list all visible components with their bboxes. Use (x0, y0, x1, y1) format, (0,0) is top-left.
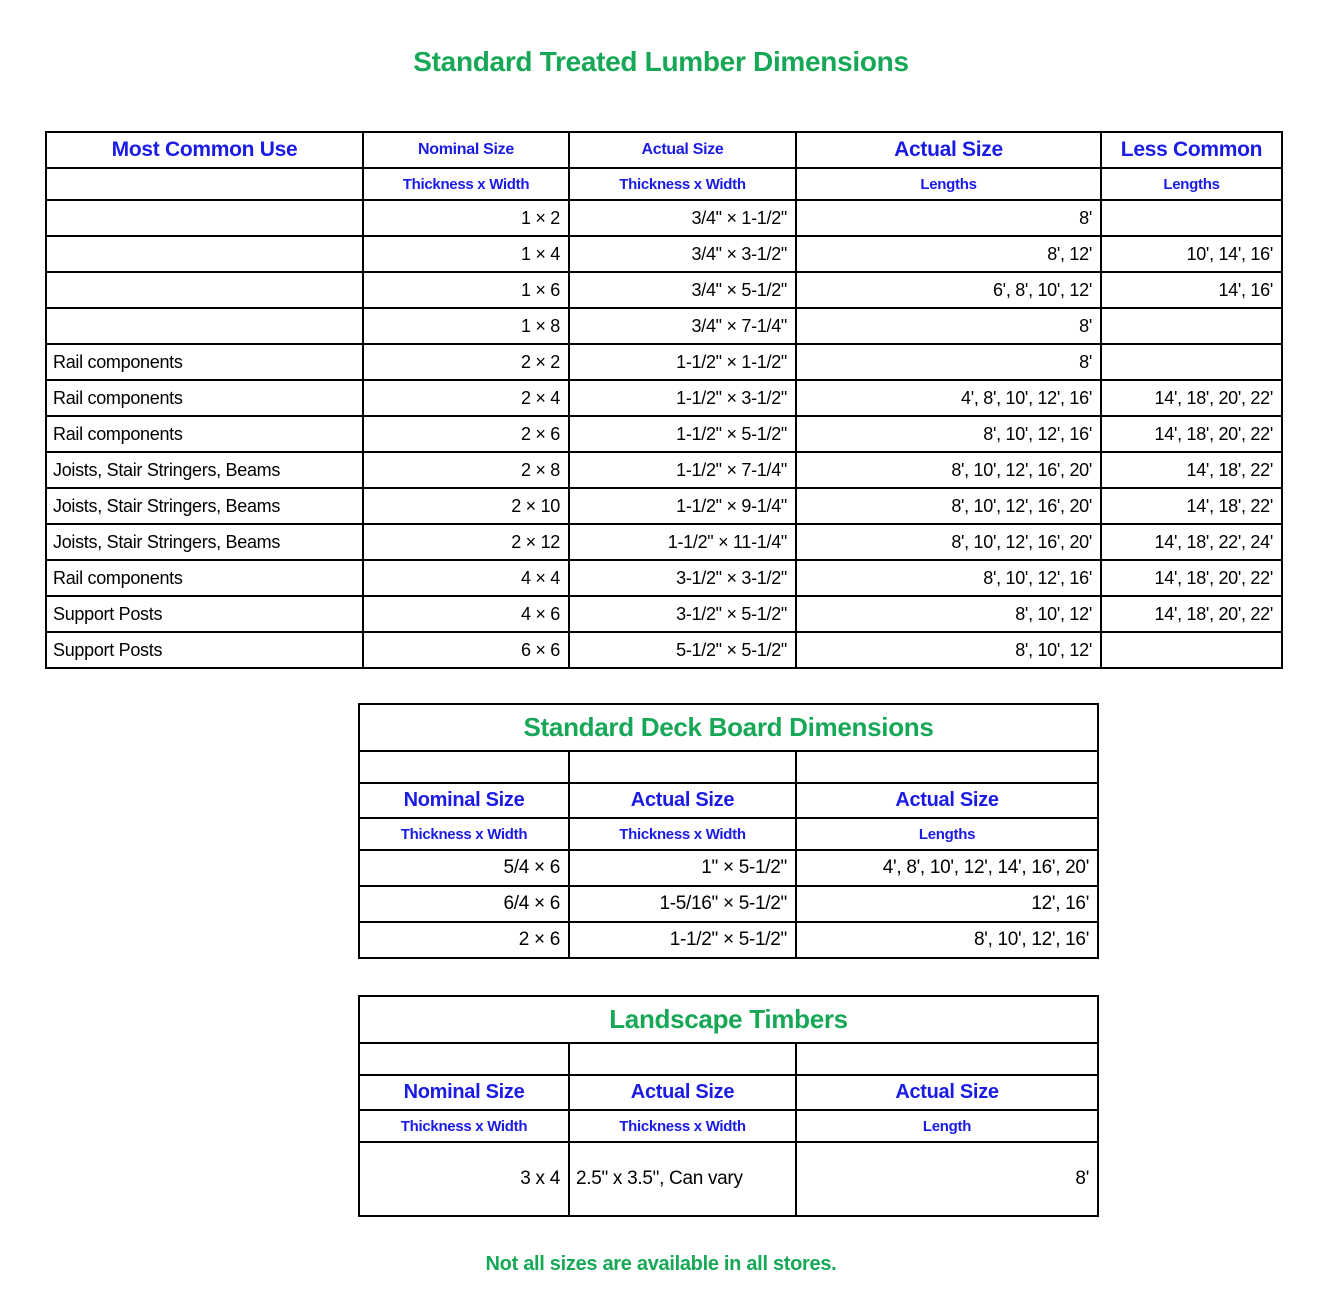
lengths-cell: 4', 8', 10', 12', 16' (796, 380, 1101, 416)
column-header-less-common: Less Common (1101, 132, 1282, 168)
lengths-cell: 8' (796, 200, 1101, 236)
landscape-timbers-table (358, 995, 1099, 1217)
subheader-thickness-width-2: Thickness x Width (569, 818, 796, 850)
less-common-cell: 14', 18', 20', 22' (1101, 596, 1282, 632)
subheader-lengths-less-common: Lengths (1101, 168, 1282, 200)
deck-table-spacer-row (359, 751, 1098, 783)
nominal-size-cell: 2 × 2 (363, 344, 569, 380)
length-cell: 8' (796, 1142, 1098, 1216)
timber-table-title-row (359, 996, 1098, 1043)
spacer-cell (796, 751, 1098, 783)
actual-size-cell: 2.5" x 3.5", Can vary (569, 1142, 796, 1216)
lumber-table-row (46, 380, 1282, 416)
nominal-size-cell: 5/4 × 6 (359, 850, 569, 886)
lengths-cell: 8', 12' (796, 236, 1101, 272)
lumber-table-row (46, 452, 1282, 488)
nominal-size-cell: 4 × 6 (363, 596, 569, 632)
column-header-nominal-size: Nominal Size (359, 1075, 569, 1110)
less-common-cell (1101, 308, 1282, 344)
lumber-table-row (46, 524, 1282, 560)
less-common-cell: 10', 14', 16' (1101, 236, 1282, 272)
actual-size-cell: 1-5/16" × 5-1/2" (569, 886, 796, 922)
lumber-table-row (46, 308, 1282, 344)
deck-table-row (359, 922, 1098, 958)
lengths-cell: 6', 8', 10', 12' (796, 272, 1101, 308)
lumber-table-row (46, 596, 1282, 632)
lumber-table-row (46, 272, 1282, 308)
deck-table-title-row (359, 704, 1098, 751)
less-common-cell: 14', 18', 22' (1101, 452, 1282, 488)
actual-size-cell: 1-1/2" × 3-1/2" (569, 380, 796, 416)
subheader-thickness-width-1: Thickness x Width (363, 168, 569, 200)
less-common-cell (1101, 200, 1282, 236)
lengths-cell: 12', 16' (796, 886, 1098, 922)
lengths-cell: 8', 10', 12' (796, 596, 1101, 632)
page-title: Standard Treated Lumber Dimensions (413, 46, 909, 77)
use-cell (46, 200, 363, 236)
subheader-blank (46, 168, 363, 200)
deck-board-dimensions-table (358, 703, 1099, 959)
availability-note: Not all sizes are available in all stores. (485, 1253, 837, 1275)
lumber-table-row (46, 632, 1282, 668)
lengths-cell: 8', 10', 12', 16' (796, 416, 1101, 452)
column-header-actual-size-lengths: Actual Size (796, 783, 1098, 818)
less-common-cell: 14', 18', 20', 22' (1101, 560, 1282, 596)
nominal-size-cell: 6 × 6 (363, 632, 569, 668)
column-header-actual-size: Actual Size (569, 783, 796, 818)
column-header-nominal-size: Nominal Size (359, 783, 569, 818)
nominal-size-cell: 1 × 2 (363, 200, 569, 236)
lengths-cell: 8', 10', 12', 16', 20' (796, 524, 1101, 560)
timber-table-spacer-row (359, 1043, 1098, 1075)
actual-size-cell: 1-1/2" × 5-1/2" (569, 416, 796, 452)
subheader-thickness-width-1: Thickness x Width (359, 818, 569, 850)
lengths-cell: 8', 10', 12', 16' (796, 560, 1101, 596)
actual-size-cell: 1-1/2" × 7-1/4" (569, 452, 796, 488)
use-cell (46, 272, 363, 308)
nominal-size-cell: 2 × 12 (363, 524, 569, 560)
nominal-size-cell: 1 × 4 (363, 236, 569, 272)
less-common-cell (1101, 344, 1282, 380)
column-header-actual-size: Actual Size (569, 132, 796, 168)
spacer-cell (569, 1043, 796, 1075)
actual-size-cell: 3/4" × 1-1/2" (569, 200, 796, 236)
deck-header-row (359, 783, 1098, 818)
column-header-nominal-size: Nominal Size (363, 132, 569, 168)
lumber-table-row (46, 236, 1282, 272)
less-common-cell: 14', 18', 22' (1101, 488, 1282, 524)
use-cell (46, 236, 363, 272)
use-cell: Rail components (46, 416, 363, 452)
subheader-thickness-width-2: Thickness x Width (569, 1110, 796, 1142)
nominal-size-cell: 2 × 10 (363, 488, 569, 524)
lumber-subheader-row (46, 168, 1282, 200)
nominal-size-cell: 3 x 4 (359, 1142, 569, 1216)
lengths-cell: 8' (796, 308, 1101, 344)
lengths-cell: 4', 8', 10', 12', 14', 16', 20' (796, 850, 1098, 886)
timber-table-row (359, 1142, 1098, 1216)
actual-size-cell: 1-1/2" × 1-1/2" (569, 344, 796, 380)
less-common-cell: 14', 16' (1101, 272, 1282, 308)
spacer-cell (796, 1043, 1098, 1075)
nominal-size-cell: 6/4 × 6 (359, 886, 569, 922)
actual-size-cell: 3-1/2" × 3-1/2" (569, 560, 796, 596)
less-common-cell: 14', 18', 20', 22' (1101, 416, 1282, 452)
use-cell: Rail components (46, 344, 363, 380)
less-common-cell (1101, 632, 1282, 668)
actual-size-cell: 1-1/2" × 9-1/4" (569, 488, 796, 524)
subheader-lengths: Lengths (796, 168, 1101, 200)
subheader-thickness-width-1: Thickness x Width (359, 1110, 569, 1142)
lumber-table-row (46, 560, 1282, 596)
nominal-size-cell: 2 × 8 (363, 452, 569, 488)
spacer-cell (359, 1043, 569, 1075)
actual-size-cell: 3/4" × 5-1/2" (569, 272, 796, 308)
lengths-cell: 8', 10', 12', 16', 20' (796, 452, 1101, 488)
less-common-cell: 14', 18', 22', 24' (1101, 524, 1282, 560)
actual-size-cell: 3/4" × 7-1/4" (569, 308, 796, 344)
use-cell: Support Posts (46, 596, 363, 632)
timber-subheader-row (359, 1110, 1098, 1142)
column-header-most-common-use: Most Common Use (46, 132, 363, 168)
nominal-size-cell: 1 × 6 (363, 272, 569, 308)
lumber-table-row (46, 344, 1282, 380)
use-cell: Rail components (46, 380, 363, 416)
lumber-header-row (46, 132, 1282, 168)
nominal-size-cell: 2 × 6 (363, 416, 569, 452)
actual-size-cell: 1" × 5-1/2" (569, 850, 796, 886)
lumber-table-row (46, 416, 1282, 452)
column-header-actual-size-lengths: Actual Size (796, 132, 1101, 168)
lumber-table-row (46, 200, 1282, 236)
less-common-cell: 14', 18', 20', 22' (1101, 380, 1282, 416)
subheader-lengths: Lengths (796, 818, 1098, 850)
timber-table-title: Landscape Timbers (359, 996, 1098, 1043)
actual-size-cell: 1-1/2" × 11-1/4" (569, 524, 796, 560)
nominal-size-cell: 2 × 6 (359, 922, 569, 958)
use-cell (46, 308, 363, 344)
actual-size-cell: 5-1/2" × 5-1/2" (569, 632, 796, 668)
deck-table-title: Standard Deck Board Dimensions (359, 704, 1098, 751)
column-header-actual-size: Actual Size (569, 1075, 796, 1110)
use-cell: Support Posts (46, 632, 363, 668)
lumber-table-row (46, 488, 1282, 524)
use-cell: Joists, Stair Stringers, Beams (46, 488, 363, 524)
subheader-length: Length (796, 1110, 1098, 1142)
nominal-size-cell: 1 × 8 (363, 308, 569, 344)
actual-size-cell: 3-1/2" × 5-1/2" (569, 596, 796, 632)
deck-table-row (359, 850, 1098, 886)
use-cell: Joists, Stair Stringers, Beams (46, 524, 363, 560)
actual-size-cell: 3/4" × 3-1/2" (569, 236, 796, 272)
nominal-size-cell: 2 × 4 (363, 380, 569, 416)
column-header-actual-size-length: Actual Size (796, 1075, 1098, 1110)
lumber-dimensions-table (45, 131, 1283, 669)
lengths-cell: 8' (796, 344, 1101, 380)
use-cell: Joists, Stair Stringers, Beams (46, 452, 363, 488)
lengths-cell: 8', 10', 12', 16' (796, 922, 1098, 958)
deck-table-row (359, 886, 1098, 922)
subheader-thickness-width-2: Thickness x Width (569, 168, 796, 200)
nominal-size-cell: 4 × 4 (363, 560, 569, 596)
spacer-cell (569, 751, 796, 783)
use-cell: Rail components (46, 560, 363, 596)
timber-header-row (359, 1075, 1098, 1110)
actual-size-cell: 1-1/2" × 5-1/2" (569, 922, 796, 958)
deck-subheader-row (359, 818, 1098, 850)
lengths-cell: 8', 10', 12' (796, 632, 1101, 668)
lengths-cell: 8', 10', 12', 16', 20' (796, 488, 1101, 524)
spacer-cell (359, 751, 569, 783)
